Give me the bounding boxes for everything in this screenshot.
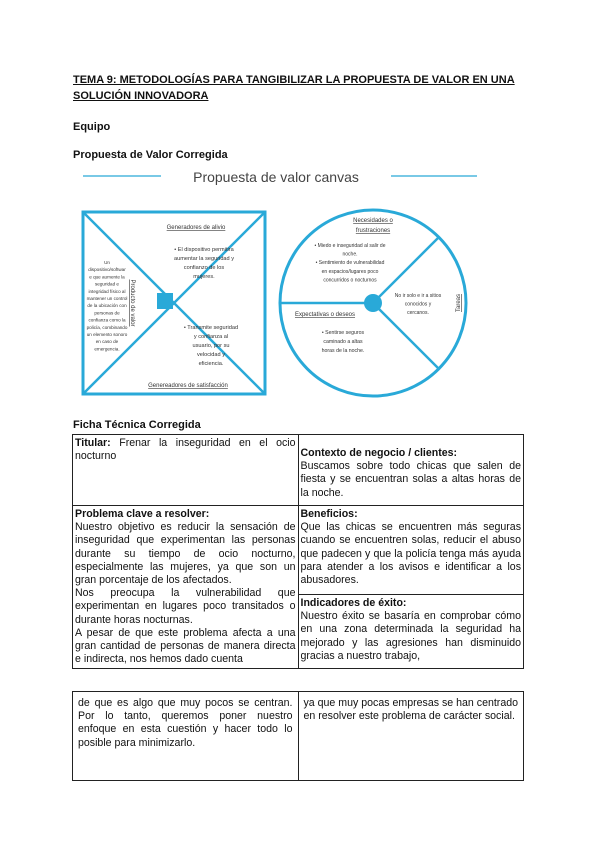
canvas-text-line: frustraciones (355, 228, 391, 234)
key-problem-continued-value: de que es algo que muy pocos se centran. Por lo tanto, queremos poner nuestro enfoque en esta cuestión y hacer todo lo posible para minimizarlo. (78, 697, 293, 749)
key-problem-label: Problema clave a resolver: (75, 508, 210, 520)
headline-label: Titular: (75, 437, 111, 449)
canvas-text-line: un elemento sonoro (86, 332, 128, 337)
canvas-text-line: en espacios/lugares poco (321, 268, 379, 275)
products-label: Producto de valor (129, 279, 135, 327)
canvas-text-line: horas de la noche. (321, 348, 365, 354)
business-context-label: Contexto de negocio / clientes: (300, 447, 458, 459)
canvas-text-line: caminado a altas (323, 339, 363, 345)
canvas-text-line: • Transmite seguridad (183, 325, 239, 331)
canvas-text-line: confianza como la (88, 317, 126, 323)
success-indicators-label: Indicadores de éxito: (300, 597, 407, 609)
value-proposition-heading: Propuesta de Valor Corregida (73, 149, 228, 161)
canvas-text-line: • El dispositivo permitira (174, 247, 234, 253)
canvas-text-line: conocidos y (404, 301, 432, 308)
key-problem-paragraph-1: Nuestro objetivo es reducir la sensación de inseguridad que experimentan las personas durante su tiempo de ocio nocturno, especialmente las mujeres, ya que son un gran porcentaje de los afectados. (75, 521, 296, 587)
technical-sheet-heading: Ficha Técnica Corregida (73, 419, 201, 431)
table-row (73, 435, 524, 506)
gain-creators-label: Genereadores de satisfacción (148, 383, 228, 389)
benefits-value: Que las chicas se encuentren más seguras cuando se encuentren solas, reducir el abuso que padecen y que la policía tenga más ayuda para atender a los avisos e identificar a los abusadores. (300, 521, 521, 587)
canvas-text-line: noche. (342, 251, 358, 258)
canvas-text-line: integridad físico al (88, 288, 126, 294)
canvas-text-line: eficiencia. (198, 361, 224, 367)
gains-text (322, 330, 365, 354)
team-heading: Equipo (73, 121, 111, 133)
success-indicators-cell (298, 595, 524, 669)
technical-sheet-table-continuation (72, 691, 524, 781)
success-indicators-continued-value: ya que muy pocas empresas se han centrado en resolver este problema de carácter social. (303, 697, 518, 723)
canvas-text-line: y confianza al (193, 334, 229, 340)
key-problem-paragraph-3: A pesar de que este problema afecta a una gran cantidad de personas de manera directa e indirecta, nos hemos dado cuenta (75, 626, 296, 666)
canvas-text-line: confianzo de los (183, 265, 225, 271)
canvas-text-line: • Sentirse seguros (321, 330, 365, 336)
canvas-text-line: aumentar la seguridad y (173, 256, 235, 262)
gains-label: Expectativas o deseos (294, 312, 356, 318)
canvas-text-line: seguridad e (94, 281, 120, 287)
canvas-text-line: policía, combinando (86, 324, 128, 330)
value-proposition-canvas (73, 163, 485, 413)
key-problem-cell (73, 506, 299, 669)
canvas-text-line: No ir solo e ir a sitios (394, 293, 442, 299)
key-problem-continued-cell (73, 692, 299, 781)
canvas-text-line: velocidad y (197, 352, 225, 358)
key-problem-paragraph-2: Nos preocupa la vulnerabilidad que experimentan en lugares poco transitados o durante horas nocturnas. (75, 587, 296, 626)
canvas-text-line: • Sentimiento de vulnerabilidad (315, 260, 385, 267)
headline-cell (73, 435, 299, 506)
document-title: TEMA 9: METODOLOGÍAS PARA TANGIBILIZAR LA PROPUESTA DE VALOR EN UNA SOLUCIÓN INNOVADORA (73, 74, 515, 102)
canvas-text-line: personas de (94, 310, 120, 316)
canvas-text-line: en caso de (95, 339, 119, 345)
canvas-text-line: Necesidades o (353, 218, 393, 224)
product-square-icon (157, 293, 173, 309)
canvas-title: Propuesta de valor canvas (193, 169, 359, 185)
canvas-text-line: de la ubicación con (87, 303, 127, 309)
table-row (73, 692, 524, 781)
benefits-label: Beneficios: (300, 508, 358, 520)
customer-circle-icon (364, 294, 382, 312)
headline-value: Frenar la inseguridad en el ocio nocturno (75, 437, 296, 463)
canvas-text-line: usuario, por su (192, 343, 230, 349)
technical-sheet-table (72, 434, 524, 669)
pain-relievers-label: Generadores de alivio (166, 225, 226, 231)
canvas-text-line: Un (104, 260, 110, 265)
canvas-text-line: emergencia. (94, 346, 120, 352)
canvas-text-line: e que aumente la (89, 274, 125, 280)
business-context-value: Buscamos sobre todo chicas que salen de fiesta y se encuentran solas a altas horas de la noche. (300, 460, 521, 499)
benefits-cell (298, 506, 524, 595)
canvas-text-line: mujeres. (193, 274, 215, 280)
business-context-cell (298, 435, 524, 506)
table-row (73, 506, 524, 595)
success-indicators-value: Nuestro éxito se basaría en comprobar cómo en una zona determinada la seguridad ha mejorado y las agresiones han disminuido gracias a nuestro trabajo, (300, 610, 521, 662)
canvas-text-line: cercanos. (407, 310, 429, 317)
canvas-text-line: dispositivo/softwar (88, 267, 126, 273)
jobs-label: Tareas (456, 293, 462, 313)
canvas-text-line: mantener un control (86, 296, 128, 301)
canvas-text-line: • Miedo e inseguridad al salir de (314, 243, 386, 249)
canvas-text-line: concurridos o nocturnos (323, 277, 377, 284)
success-indicators-continued-cell (298, 692, 524, 781)
